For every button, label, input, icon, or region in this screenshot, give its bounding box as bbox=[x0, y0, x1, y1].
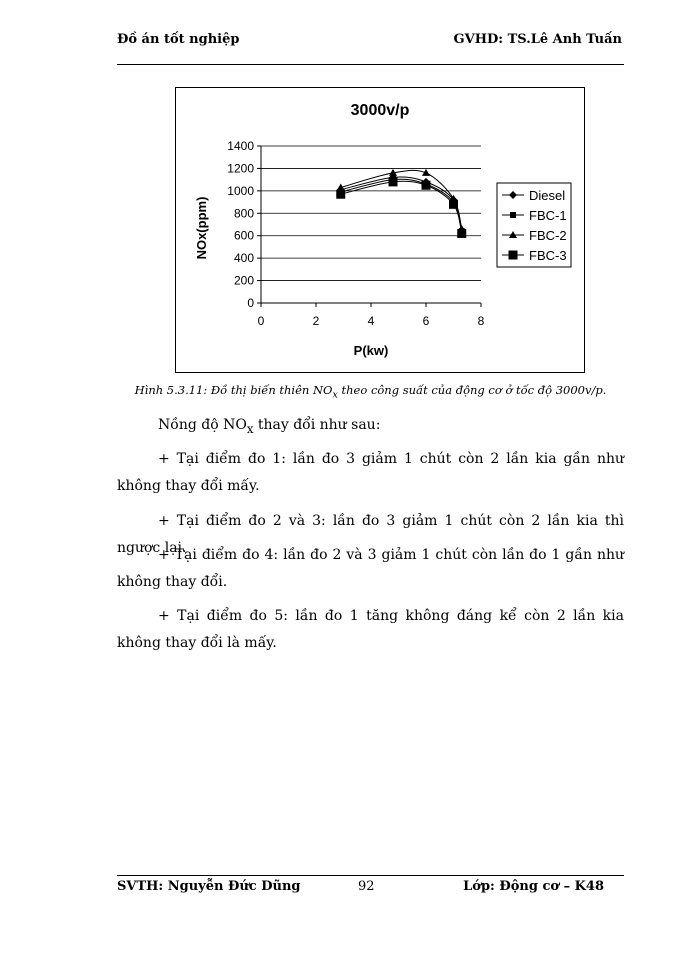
x-tick-label-3: 6 bbox=[422, 314, 430, 328]
page-number: 92 bbox=[358, 879, 375, 894]
y-tick-label-7: 1400 bbox=[227, 139, 254, 153]
header-left: Đồ án tốt nghiệp bbox=[117, 32, 240, 47]
legend-label-fbc-1: FBC-1 bbox=[529, 208, 567, 223]
intro-line bbox=[158, 412, 624, 443]
point-fbc-3-2 bbox=[389, 177, 398, 186]
intro-sub: x bbox=[246, 421, 254, 436]
paragraph-point-5: + Tại điểm đo 5: lần đo 1 tăng không đáng kể còn 2 lần kia không thay đổi là mấy. bbox=[117, 608, 624, 651]
figure-caption bbox=[117, 383, 624, 400]
caption-prefix: Hình 5.3.11: Đồ thị biến thiên NO bbox=[134, 383, 333, 397]
series-line-fbc-1 bbox=[341, 179, 462, 231]
nox-chart bbox=[176, 88, 584, 372]
point-fbc-3-5 bbox=[457, 229, 466, 238]
y-tick-label-2: 400 bbox=[233, 251, 254, 266]
x-tick-label-2: 4 bbox=[367, 314, 375, 328]
footer-student: SVTH: Nguyễn Đức Dũng bbox=[117, 879, 301, 894]
legend-label-diesel: Diesel bbox=[529, 188, 566, 203]
legend-label-fbc-2: FBC-2 bbox=[529, 228, 567, 243]
y-tick-label-4: 800 bbox=[233, 206, 254, 221]
chart-title: 3000v/p bbox=[350, 102, 410, 119]
y-tick-label-1: 200 bbox=[233, 273, 254, 288]
legend-marker-fbc-3 bbox=[509, 251, 518, 260]
x-tick-label-1: 2 bbox=[312, 314, 320, 328]
chart-frame bbox=[175, 87, 585, 373]
caption-suffix: theo công suất của động cơ ở tốc độ 3000v/p. bbox=[337, 383, 607, 397]
x-axis-label: P(kw) bbox=[353, 343, 389, 358]
intro-prefix: Nồng độ NO bbox=[158, 417, 247, 433]
point-fbc-2-3 bbox=[422, 169, 430, 176]
paragraph-point-2-3: + Tại điểm đo 2 và 3: lần đo 3 giảm 1 chút còn 2 lần kia thì ngược lại. bbox=[117, 513, 624, 556]
point-fbc-3-4 bbox=[449, 200, 458, 209]
y-tick-label-3: 600 bbox=[233, 228, 254, 243]
series-line-diesel bbox=[341, 177, 462, 230]
header-right: GVHD: TS.Lê Anh Tuấn bbox=[453, 32, 622, 47]
paragraph-point-4: + Tại điểm đo 4: lần đo 2 và 3 giảm 1 chút còn lần đo 1 gần như không thay đổi. bbox=[117, 547, 624, 590]
legend-label-fbc-3: FBC-3 bbox=[529, 248, 567, 263]
y-axis-label: NOx(ppm) bbox=[194, 196, 209, 260]
paragraph-point-1: + Tại điểm đo 1: lần đo 3 giảm 1 chút còn 2 lần kia gần như không thay đổi mấy. bbox=[117, 451, 624, 494]
y-tick-label-6: 1200 bbox=[227, 161, 254, 176]
y-tick-label-0: 0 bbox=[247, 296, 254, 310]
point-fbc-3-1 bbox=[336, 190, 345, 199]
series-line-fbc-3 bbox=[341, 181, 462, 233]
legend-marker-fbc-1 bbox=[510, 212, 516, 218]
point-fbc-3-3 bbox=[422, 181, 431, 190]
caption-sub: x bbox=[332, 389, 338, 401]
intro-suffix: thay đổi như sau: bbox=[253, 417, 381, 433]
y-tick-label-5: 1000 bbox=[227, 183, 254, 198]
footer-class: Lớp: Động cơ – K48 bbox=[463, 879, 604, 894]
x-tick-label-4: 8 bbox=[477, 314, 485, 328]
header-divider bbox=[117, 64, 624, 65]
footer-divider bbox=[117, 875, 624, 876]
x-tick-label-0: 0 bbox=[257, 314, 265, 328]
